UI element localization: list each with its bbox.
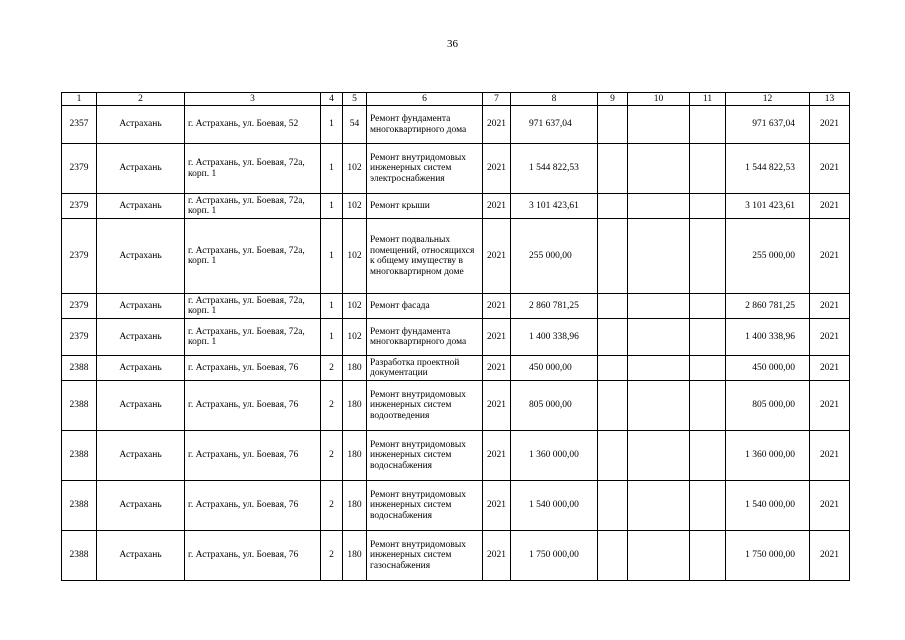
cell-col4: 2 xyxy=(321,431,343,481)
cell-amount-total: 255 000,00 xyxy=(726,219,810,294)
cell-year: 2021 xyxy=(483,319,511,356)
cell-col11 xyxy=(690,356,726,381)
column-header: 5 xyxy=(343,93,367,106)
cell-col10 xyxy=(628,319,690,356)
column-header: 9 xyxy=(598,93,628,106)
cell-work-type: Разработка проектной документации xyxy=(367,356,483,381)
cell-completion-year: 2021 xyxy=(810,431,850,481)
cell-col9 xyxy=(598,319,628,356)
cell-amount: 255 000,00 xyxy=(511,219,598,294)
cell-completion-year: 2021 xyxy=(810,144,850,194)
cell-city: Астрахань xyxy=(97,144,185,194)
cell-work-type: Ремонт подвальных помещений, относящихся к общему имуществу в многоквартирном доме xyxy=(367,219,483,294)
cell-col9 xyxy=(598,381,628,431)
cell-completion-year: 2021 xyxy=(810,531,850,581)
table-row xyxy=(62,319,850,356)
cell-address: г. Астрахань, ул. Боевая, 72а, корп. 1 xyxy=(185,194,321,219)
table-row xyxy=(62,356,850,381)
cell-completion-year: 2021 xyxy=(810,356,850,381)
cell-col11 xyxy=(690,431,726,481)
cell-year: 2021 xyxy=(483,294,511,319)
cell-completion-year: 2021 xyxy=(810,106,850,144)
cell-col9 xyxy=(598,481,628,531)
cell-amount: 2 860 781,25 xyxy=(511,294,598,319)
cell-id: 2388 xyxy=(62,356,97,381)
cell-id: 2388 xyxy=(62,531,97,581)
cell-city: Астрахань xyxy=(97,106,185,144)
cell-id: 2388 xyxy=(62,481,97,531)
cell-address: г. Астрахань, ул. Боевая, 76 xyxy=(185,381,321,431)
cell-city: Астрахань xyxy=(97,319,185,356)
column-header: 13 xyxy=(810,93,850,106)
table-row xyxy=(62,431,850,481)
cell-col5: 180 xyxy=(343,356,367,381)
cell-city: Астрахань xyxy=(97,531,185,581)
cell-col9 xyxy=(598,219,628,294)
cell-col10 xyxy=(628,294,690,319)
cell-id: 2379 xyxy=(62,219,97,294)
cell-amount-total: 450 000,00 xyxy=(726,356,810,381)
cell-address: г. Астрахань, ул. Боевая, 72а, корп. 1 xyxy=(185,294,321,319)
table-row xyxy=(62,481,850,531)
cell-col9 xyxy=(598,194,628,219)
cell-col4: 1 xyxy=(321,219,343,294)
cell-col11 xyxy=(690,294,726,319)
cell-col10 xyxy=(628,194,690,219)
cell-col10 xyxy=(628,144,690,194)
cell-col9 xyxy=(598,106,628,144)
cell-col5: 180 xyxy=(343,481,367,531)
cell-col4: 1 xyxy=(321,144,343,194)
cell-work-type: Ремонт фундамента многоквартирного дома xyxy=(367,319,483,356)
column-header: 12 xyxy=(726,93,810,106)
column-number-row xyxy=(62,93,850,106)
cell-address: г. Астрахань, ул. Боевая, 76 xyxy=(185,356,321,381)
cell-city: Астрахань xyxy=(97,219,185,294)
cell-city: Астрахань xyxy=(97,194,185,219)
cell-amount-total: 1 360 000,00 xyxy=(726,431,810,481)
cell-amount-total: 805 000,00 xyxy=(726,381,810,431)
table-row xyxy=(62,106,850,144)
cell-col9 xyxy=(598,431,628,481)
cell-col9 xyxy=(598,294,628,319)
cell-id: 2388 xyxy=(62,381,97,431)
cell-col10 xyxy=(628,481,690,531)
cell-col9 xyxy=(598,531,628,581)
cell-col5: 102 xyxy=(343,219,367,294)
cell-year: 2021 xyxy=(483,531,511,581)
cell-col4: 1 xyxy=(321,106,343,144)
cell-id: 2379 xyxy=(62,144,97,194)
cell-amount: 1 544 822,53 xyxy=(511,144,598,194)
cell-col11 xyxy=(690,219,726,294)
cell-col11 xyxy=(690,531,726,581)
cell-col11 xyxy=(690,106,726,144)
cell-year: 2021 xyxy=(483,431,511,481)
cell-col11 xyxy=(690,319,726,356)
cell-col9 xyxy=(598,144,628,194)
cell-amount-total: 1 544 822,53 xyxy=(726,144,810,194)
cell-address: г. Астрахань, ул. Боевая, 76 xyxy=(185,481,321,531)
column-header: 1 xyxy=(62,93,97,106)
column-header: 6 xyxy=(367,93,483,106)
column-header: 2 xyxy=(97,93,185,106)
cell-col11 xyxy=(690,481,726,531)
cell-work-type: Ремонт фундамента многоквартирного дома xyxy=(367,106,483,144)
table-row xyxy=(62,381,850,431)
cell-col5: 102 xyxy=(343,319,367,356)
cell-work-type: Ремонт фасада xyxy=(367,294,483,319)
cell-col10 xyxy=(628,431,690,481)
cell-col5: 102 xyxy=(343,144,367,194)
cell-address: г. Астрахань, ул. Боевая, 72а, корп. 1 xyxy=(185,319,321,356)
cell-col4: 1 xyxy=(321,319,343,356)
cell-col4: 1 xyxy=(321,194,343,219)
cell-year: 2021 xyxy=(483,194,511,219)
cell-col10 xyxy=(628,106,690,144)
cell-col4: 2 xyxy=(321,356,343,381)
cell-work-type: Ремонт внутридомовых инженерных систем водоотведения xyxy=(367,381,483,431)
cell-col11 xyxy=(690,381,726,431)
cell-amount: 450 000,00 xyxy=(511,356,598,381)
cell-col4: 2 xyxy=(321,531,343,581)
column-header: 8 xyxy=(511,93,598,106)
cell-amount-total: 971 637,04 xyxy=(726,106,810,144)
cell-address: г. Астрахань, ул. Боевая, 72а, корп. 1 xyxy=(185,219,321,294)
cell-amount: 1 360 000,00 xyxy=(511,431,598,481)
cell-amount-total: 2 860 781,25 xyxy=(726,294,810,319)
column-header: 10 xyxy=(628,93,690,106)
cell-city: Астрахань xyxy=(97,481,185,531)
cell-amount: 805 000,00 xyxy=(511,381,598,431)
cell-year: 2021 xyxy=(483,106,511,144)
cell-col9 xyxy=(598,356,628,381)
cell-col5: 102 xyxy=(343,194,367,219)
table-row xyxy=(62,219,850,294)
cell-amount-total: 1 400 338,96 xyxy=(726,319,810,356)
cell-col10 xyxy=(628,531,690,581)
cell-year: 2021 xyxy=(483,356,511,381)
cell-amount: 971 637,04 xyxy=(511,106,598,144)
column-header: 7 xyxy=(483,93,511,106)
page-number: 36 xyxy=(447,38,458,50)
cell-year: 2021 xyxy=(483,481,511,531)
cell-year: 2021 xyxy=(483,144,511,194)
cell-city: Астрахань xyxy=(97,356,185,381)
cell-address: г. Астрахань, ул. Боевая, 76 xyxy=(185,531,321,581)
cell-id: 2379 xyxy=(62,294,97,319)
cell-col10 xyxy=(628,356,690,381)
cell-col11 xyxy=(690,194,726,219)
cell-amount-total: 1 750 000,00 xyxy=(726,531,810,581)
cell-year: 2021 xyxy=(483,381,511,431)
cell-id: 2357 xyxy=(62,106,97,144)
cell-amount-total: 1 540 000,00 xyxy=(726,481,810,531)
column-header: 3 xyxy=(185,93,321,106)
cell-id: 2379 xyxy=(62,319,97,356)
table-row xyxy=(62,531,850,581)
cell-col4: 1 xyxy=(321,294,343,319)
cell-col10 xyxy=(628,219,690,294)
cell-col5: 180 xyxy=(343,381,367,431)
column-header: 4 xyxy=(321,93,343,106)
table-row xyxy=(62,194,850,219)
cell-year: 2021 xyxy=(483,219,511,294)
cell-work-type: Ремонт внутридомовых инженерных систем водоснабжения xyxy=(367,481,483,531)
table-row xyxy=(62,294,850,319)
cell-col11 xyxy=(690,144,726,194)
cell-completion-year: 2021 xyxy=(810,194,850,219)
cell-work-type: Ремонт внутридомовых инженерных систем газоснабжения xyxy=(367,531,483,581)
cell-city: Астрахань xyxy=(97,294,185,319)
cell-amount: 1 540 000,00 xyxy=(511,481,598,531)
cell-completion-year: 2021 xyxy=(810,219,850,294)
cell-address: г. Астрахань, ул. Боевая, 72а, корп. 1 xyxy=(185,144,321,194)
cell-completion-year: 2021 xyxy=(810,381,850,431)
cell-col4: 2 xyxy=(321,481,343,531)
cell-col5: 102 xyxy=(343,294,367,319)
cell-work-type: Ремонт внутридомовых инженерных систем водоснабжения xyxy=(367,431,483,481)
cell-city: Астрахань xyxy=(97,381,185,431)
cell-amount-total: 3 101 423,61 xyxy=(726,194,810,219)
cell-work-type: Ремонт крыши xyxy=(367,194,483,219)
cell-col5: 180 xyxy=(343,431,367,481)
cell-col5: 54 xyxy=(343,106,367,144)
cell-col4: 2 xyxy=(321,381,343,431)
cell-col10 xyxy=(628,381,690,431)
cell-amount: 1 750 000,00 xyxy=(511,531,598,581)
table-row xyxy=(62,144,850,194)
cell-id: 2388 xyxy=(62,431,97,481)
column-header: 11 xyxy=(690,93,726,106)
cell-address: г. Астрахань, ул. Боевая, 76 xyxy=(185,431,321,481)
repair-register-table xyxy=(61,92,850,581)
cell-completion-year: 2021 xyxy=(810,481,850,531)
cell-id: 2379 xyxy=(62,194,97,219)
cell-col5: 180 xyxy=(343,531,367,581)
cell-amount: 3 101 423,61 xyxy=(511,194,598,219)
cell-work-type: Ремонт внутридомовых инженерных систем электроснабжения xyxy=(367,144,483,194)
cell-address: г. Астрахань, ул. Боевая, 52 xyxy=(185,106,321,144)
cell-completion-year: 2021 xyxy=(810,319,850,356)
cell-amount: 1 400 338,96 xyxy=(511,319,598,356)
cell-completion-year: 2021 xyxy=(810,294,850,319)
cell-city: Астрахань xyxy=(97,431,185,481)
